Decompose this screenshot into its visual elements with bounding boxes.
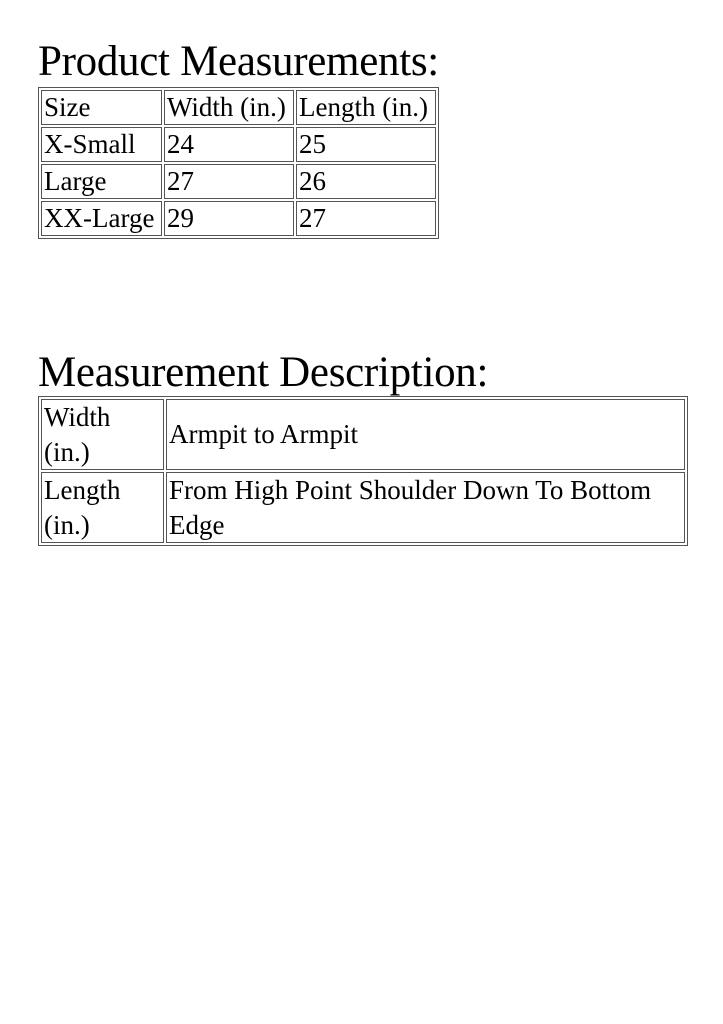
measurement-description-title: Measurement Description:: [38, 349, 489, 396]
width-cell: 27: [164, 164, 294, 199]
header-cell-size: Size: [41, 90, 162, 125]
product-measurements-title: Product Measurements:: [38, 38, 439, 85]
table-row: [41, 127, 436, 162]
table-row: [41, 164, 436, 199]
table-row: [41, 472, 685, 543]
size-cell: Large: [41, 164, 162, 199]
length-cell: 26: [296, 164, 436, 199]
size-cell: X-Small: [41, 127, 162, 162]
table-row: [41, 201, 436, 236]
table-row: [41, 399, 685, 470]
length-cell: 25: [296, 127, 436, 162]
term-cell: Length (in.): [41, 472, 164, 543]
definition-cell: From High Point Shoulder Down To Bottom Edge: [166, 472, 685, 543]
size-cell: XX-Large: [41, 201, 162, 236]
measurement-description-table: [38, 396, 688, 546]
width-cell: 29: [164, 201, 294, 236]
definition-cell: Armpit to Armpit: [166, 399, 685, 470]
width-cell: 24: [164, 127, 294, 162]
header-cell-length: Length (in.): [296, 90, 436, 125]
product-measurements-table: [38, 87, 439, 239]
term-cell: Width (in.): [41, 399, 164, 470]
header-cell-width: Width (in.): [164, 90, 294, 125]
length-cell: 27: [296, 201, 436, 236]
table-header-row: [41, 90, 436, 125]
